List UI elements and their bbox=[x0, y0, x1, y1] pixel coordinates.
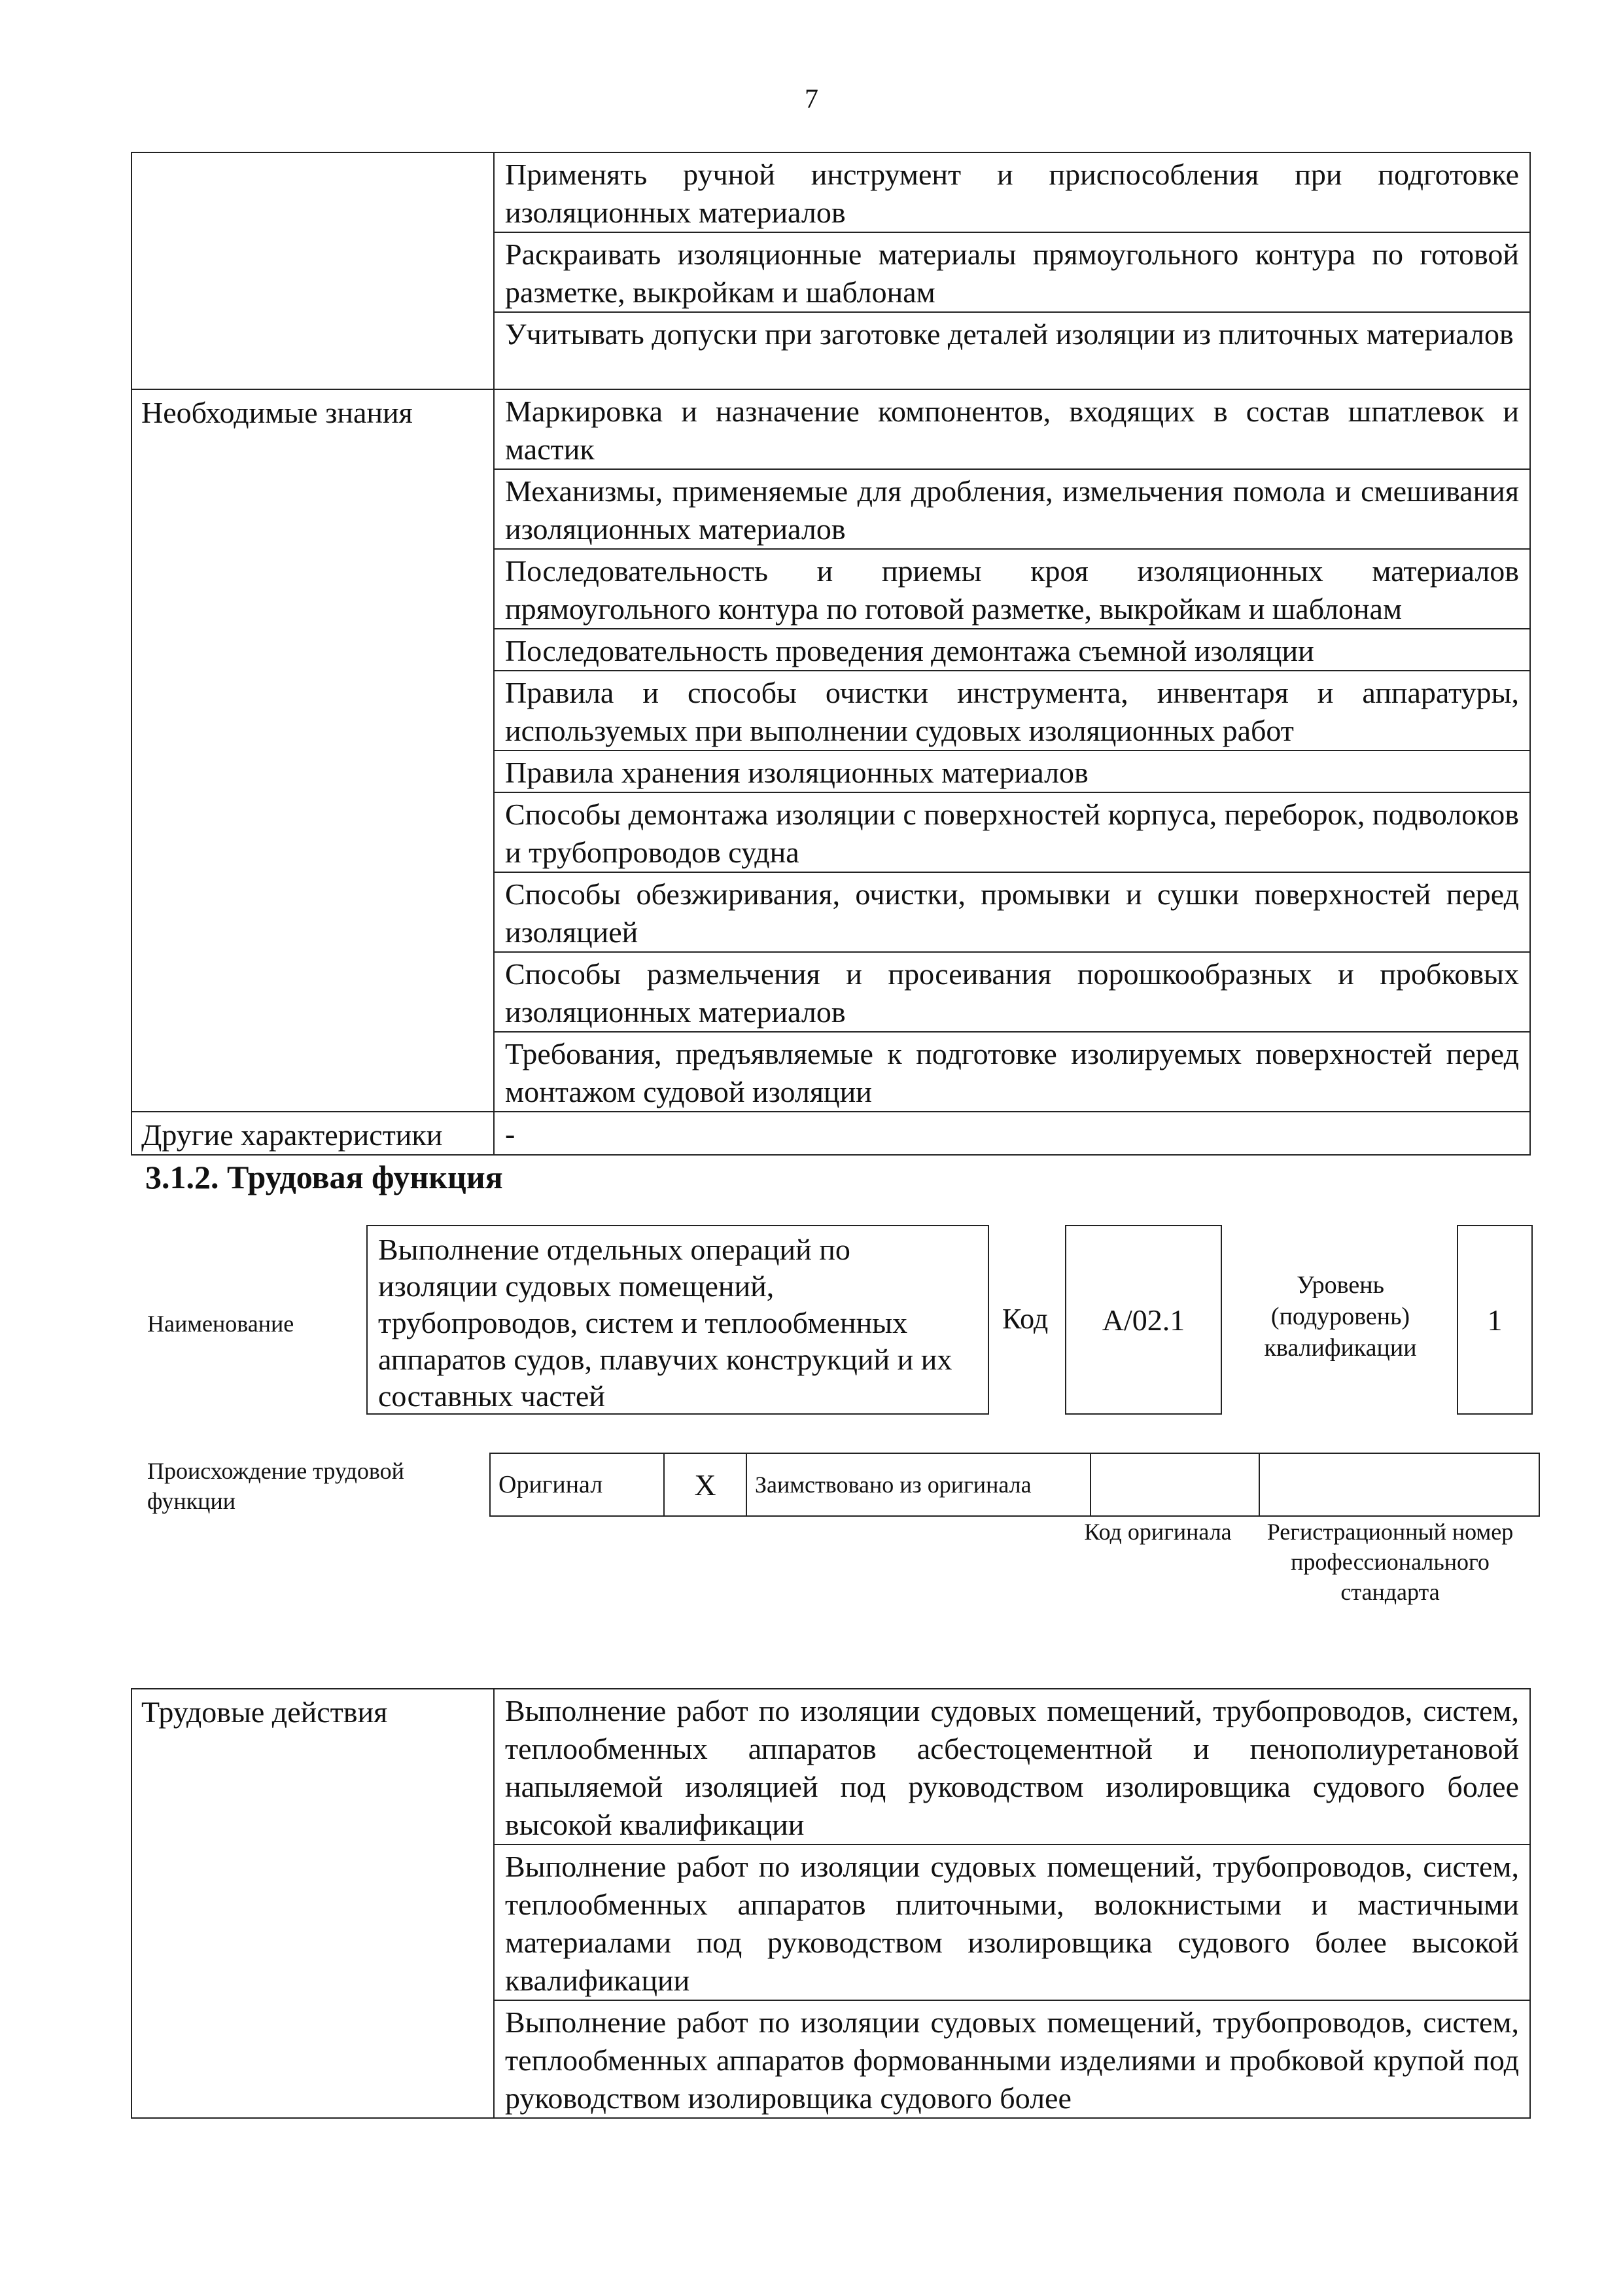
original-mark: X bbox=[664, 1453, 746, 1516]
original-label: Оригинал bbox=[490, 1453, 664, 1516]
other-label-cell: Другие характеристики bbox=[131, 1112, 494, 1155]
origin-label: Происхождение трудовой функции bbox=[147, 1458, 404, 1514]
borrowed-code-cell bbox=[1091, 1453, 1259, 1516]
name-label: Наименование bbox=[147, 1311, 294, 1337]
knowledge-item: Способы демонтажа изоляции с поверхностей корпуса, переборок, подволоков и трубопроводов судна bbox=[494, 792, 1530, 872]
knowledge-item: Маркировка и назначение компонентов, входящих в состав шпатлевок и мастик bbox=[494, 389, 1530, 469]
knowledge-item: Требования, предъявляемые к подготовке изолируемых поверхностей перед монтажом судовой изоляции bbox=[494, 1032, 1530, 1112]
function-name-box: Выполнение отдельных операций по изоляции судовых помещений, трубопроводов, систем и теплообменных аппаратов судов, плавучих конструкций и их составных частей bbox=[366, 1225, 989, 1415]
labour-action-item: Выполнение работ по изоляции судовых помещений, трубопроводов, систем, теплообменных аппаратов асбестоцементной и пенополиуретановой напыляемой изоляцией под руководством изолировщика судового более высокой квалификации bbox=[494, 1689, 1530, 1845]
function-code-box: A/02.1 bbox=[1065, 1225, 1222, 1415]
section-title: 3.1.2. Трудовая функция bbox=[145, 1159, 503, 1195]
caption-registration-number: Регистрационный номер профессионального стандарта bbox=[1266, 1519, 1514, 1605]
skill-item: Применять ручной инструмент и приспособления при подготовке изоляционных материалов bbox=[494, 152, 1530, 232]
labour-actions-label-cell: Трудовые действия bbox=[131, 1689, 494, 2118]
borrowed-label: Заимствовано из оригинала bbox=[746, 1453, 1091, 1516]
origin-table bbox=[489, 1453, 1540, 1517]
knowledge-label-cell: Необходимые знания bbox=[131, 389, 494, 1112]
knowledge-item: Механизмы, применяемые для дробления, измельчения помола и смешивания изоляционных материалов bbox=[494, 469, 1530, 549]
level-value-box: 1 bbox=[1457, 1225, 1533, 1415]
knowledge-item: Способы размельчения и просеивания порошкообразных и пробковых изоляционных материалов bbox=[494, 952, 1530, 1032]
knowledge-item: Последовательность проведения демонтажа съемной изоляции bbox=[494, 629, 1530, 671]
level-label: Уровень (подуровень) квалификации bbox=[1264, 1271, 1417, 1362]
knowledge-item: Правила и способы очистки инструмента, инвентаря и аппаратуры, используемых при выполнении судовых изоляционных работ bbox=[494, 671, 1530, 751]
knowledge-item: Последовательность и приемы кроя изоляционных материалов прямоугольного контура по готовой разметке, выкройкам и шаблонам bbox=[494, 549, 1530, 629]
skills-label-cell bbox=[131, 152, 494, 389]
code-label: Код bbox=[1002, 1303, 1049, 1335]
caption-original-code: Код оригинала bbox=[1084, 1519, 1232, 1545]
other-value-cell: - bbox=[494, 1112, 1530, 1155]
skill-item: Учитывать допуски при заготовке деталей изоляции из плиточных материалов bbox=[494, 312, 1530, 389]
labour-actions-table bbox=[131, 1688, 1531, 2119]
page-number: 7 bbox=[805, 84, 818, 115]
knowledge-item: Правила хранения изоляционных материалов bbox=[494, 751, 1530, 792]
skill-item: Раскраивать изоляционные материалы прямоугольного контура по готовой разметке, выкройкам и шаблонам bbox=[494, 232, 1530, 312]
knowledge-item: Способы обезжиривания, очистки, промывки и сушки поверхностей перед изоляцией bbox=[494, 872, 1530, 952]
labour-action-item: Выполнение работ по изоляции судовых помещений, трубопроводов, систем, теплообменных аппаратов формованными изделиями и пробковой крупой под руководством изолировщика судового более bbox=[494, 2000, 1530, 2118]
borrowed-reg-cell bbox=[1259, 1453, 1539, 1516]
labour-action-item: Выполнение работ по изоляции судовых помещений, трубопроводов, систем, теплообменных аппаратов плиточными, волокнистыми и мастичными материалами под руководством изолировщика судового более высокой квалификации bbox=[494, 1845, 1530, 2000]
requirements-table bbox=[131, 152, 1531, 1156]
